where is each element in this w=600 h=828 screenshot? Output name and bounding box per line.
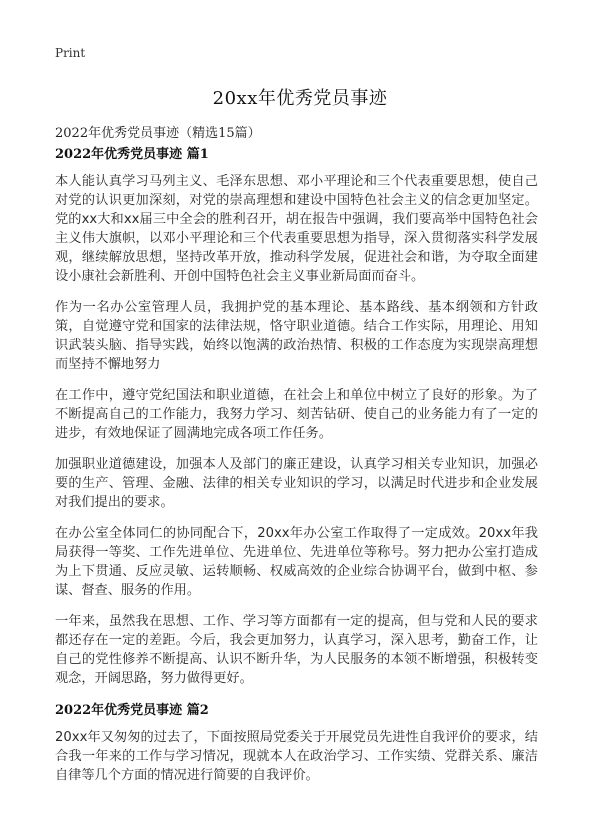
document-subtitle: 2022年优秀党员事迹（精选15篇） — [55, 126, 261, 141]
paragraph: 本人能认真学习马列主义、毛泽东思想、邓小平理论和三个代表重要思想，使自己对党的认识更加深刻，对党的崇高理想和建设中国特色社会主义的信念更加坚定。党的xx大和xx届三中全会的胜利召开，胡在报告中强调，我们要高举中国特色社会主义伟大旗帜，以邓小平理论和三个代表重要思想为指导，深入贯彻落实科学发展观，继续解放思想，坚持改革开放，推动科学发展，促进社会和谐，为夺取全面建设小康社会新胜利、开创中国特色社会主义事业新局面而奋斗。 — [55, 174, 538, 284]
paragraph: 在工作中，遵守党纪国法和职业道德，在社会上和单位中树立了良好的形象。为了不断提高自己的工作能力，我努力学习、刻苦钻研、使自己的业务能力有了一定的进步，有效地保证了圆满地完成各项工作任务。 — [55, 388, 538, 441]
section-heading: 2022年优秀党员事迹 篇2 — [55, 703, 209, 718]
print-link[interactable]: Print — [55, 46, 86, 60]
paragraph: 一年来，虽然我在思想、工作、学习等方面都有一定的提高，但与党和人民的要求都还存在一定的差距。今后，我会更加努力，认真学习，深入思考，勤奋工作，让自己的党性修养不断提高、认识不断升华，为人民服务的本领不断增强，积极转变观念，开阔思路，努力做得更好。 — [55, 614, 538, 686]
paragraph: 20xx年又匆匆的过去了，下面按照局党委关于开展党员先进性自我评价的要求，结合我一年来的工作与学习情况，现就本人在政治学习、工作实绩、党群关系、廉洁自律等几个方面的情况进行简要的自我评价。 — [55, 730, 538, 783]
document-body — [55, 146, 538, 785]
paragraph: 加强职业道德建设，加强本人及部门的廉正建设，认真学习相关专业知识，加强必要的生产、管理、金融、法律的相关专业知识的学习，以满足时代进步和企业发展对我们提出的要求。 — [55, 457, 538, 510]
section-heading: 2022年优秀党员事迹 篇1 — [55, 147, 209, 162]
paragraph: 在办公室全体同仁的协同配合下，20xx年办公室工作取得了一定成效。20xx年我局获得一等奖、工作先进单位、先进单位、先进单位等称号。努力把办公室打造成为上下贯通、反应灵敏、运转顺畅、权威高效的企业综合协调平台，做到中枢、参谋、督查、服务的作用。 — [55, 526, 538, 598]
page-title: 20xx年优秀党员事迹 — [212, 88, 388, 109]
paragraph: 作为一名办公室管理人员，我拥护党的基本理论、基本路线、基本纲领和方针政策，自觉遵守党和国家的法律法规，恪守职业道德。结合工作实际，用理论、用知识武装头脑、指导实践，始终以饱满的政治热情、积极的工作态度为实现崇高理想而坚持不懈地努力 — [55, 300, 538, 372]
